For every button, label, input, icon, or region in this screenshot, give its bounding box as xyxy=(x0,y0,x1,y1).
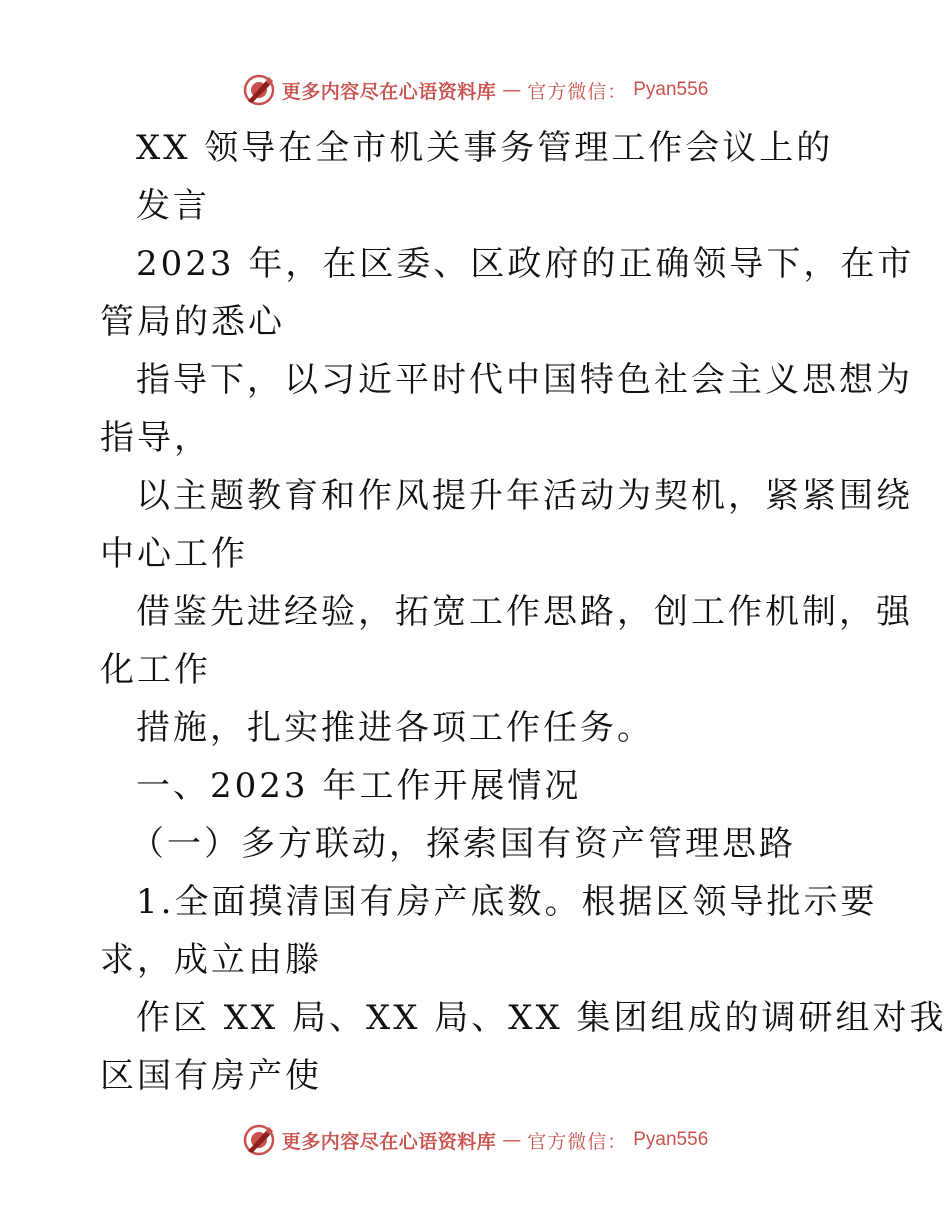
footer-banner xyxy=(0,1120,950,1160)
footer-banner-text: 更多内容尽在心语资料库 xyxy=(281,1130,497,1153)
paragraph-line: 作区 XX 局、XX 局、XX 集团组成的调研组对我 xyxy=(136,998,947,1038)
paragraph-line: 化工作 xyxy=(100,650,211,690)
subsection-heading: （一）多方联动，探索国有资产管理思路 xyxy=(130,824,796,864)
header-wechat-id: Pyan556 xyxy=(633,79,709,100)
paragraph-line: 以主题教育和作风提升年活动为契机，紧紧围绕 xyxy=(136,476,913,516)
paragraph-line: 1.全面摸清国有房产底数。根据区领导批示要 xyxy=(136,882,878,922)
pen-seal-logo-icon xyxy=(242,73,276,107)
footer-wechat-label: 官方微信： xyxy=(527,1130,628,1153)
title-line-2: 发言 xyxy=(136,186,210,226)
paragraph-line: 区国有房产使 xyxy=(100,1056,322,1096)
pen-seal-logo-icon xyxy=(242,1123,276,1157)
paragraph-line: 指导下，以习近平时代中国特色社会主义思想为 xyxy=(136,360,913,400)
header-banner-dash: — xyxy=(502,79,522,101)
paragraph-line: 管局的悉心 xyxy=(100,302,285,342)
footer-wechat-id: Pyan556 xyxy=(633,1129,709,1150)
paragraph-line: 求，成立由滕 xyxy=(100,940,322,980)
paragraph-line: 借鉴先进经验，拓宽工作思路，创工作机制，强 xyxy=(136,592,913,632)
paragraph-line: 措施，扎实推进各项工作任务。 xyxy=(136,708,654,748)
header-banner-text: 更多内容尽在心语资料库 xyxy=(281,80,497,103)
paragraph-line: 中心工作 xyxy=(100,534,248,574)
paragraph-line: 指导， xyxy=(100,418,211,458)
header-wechat-label: 官方微信： xyxy=(527,80,628,103)
title-line-1: XX 领导在全市机关事务管理工作会议上的 xyxy=(136,128,834,168)
footer-banner-dash: — xyxy=(502,1129,522,1151)
paragraph-line: 2023 年，在区委、区政府的正确领导下，在市 xyxy=(136,244,915,284)
section-heading: 一、2023 年工作开展情况 xyxy=(136,766,582,806)
header-banner xyxy=(0,70,950,110)
